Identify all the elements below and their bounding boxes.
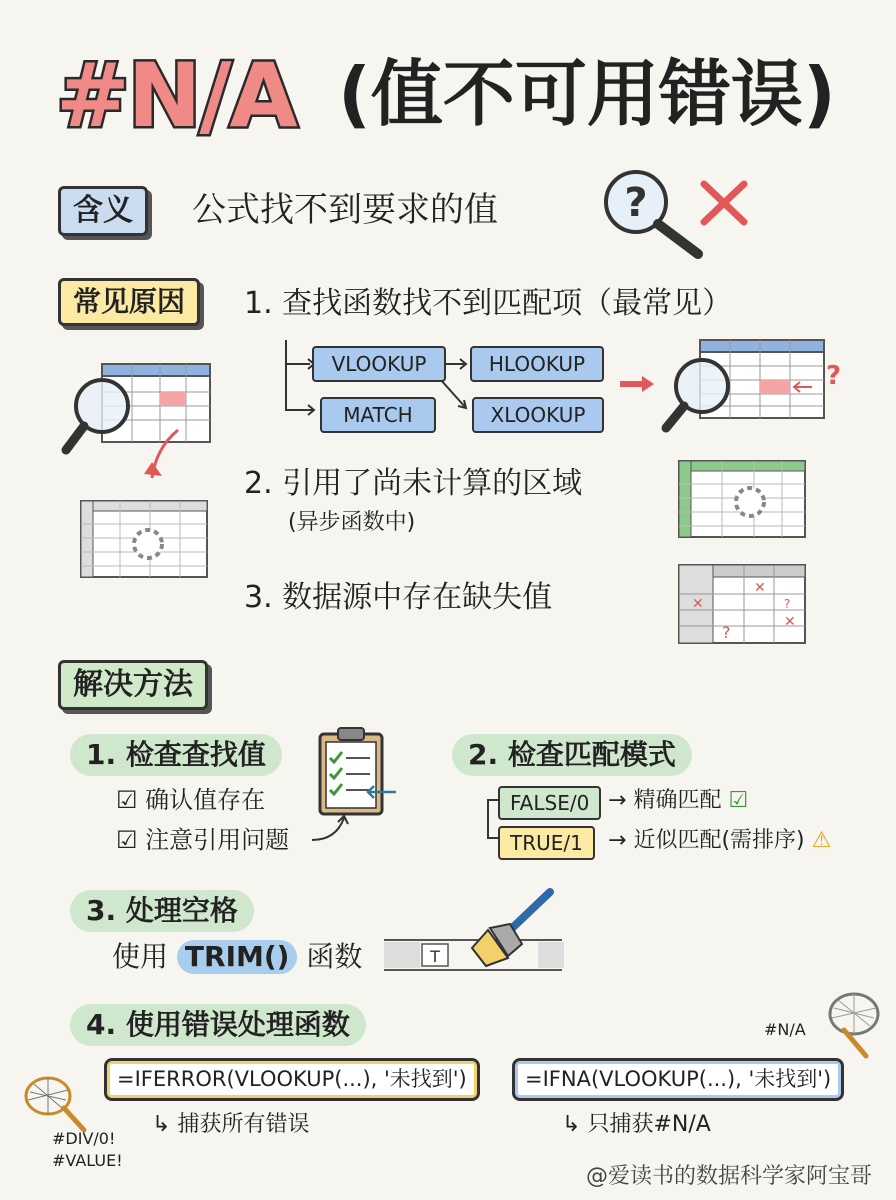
ifna-desc-label: 只捕获#N/A	[587, 1112, 711, 1137]
solution-1-title: 1. 检查查找值	[70, 734, 282, 776]
loading-sheet-left-illustration	[80, 500, 210, 580]
return-arrow-icon: ↳	[562, 1112, 581, 1137]
iferror-desc	[152, 1112, 309, 1138]
warning-icon: ⚠	[811, 828, 832, 853]
missing-values-sheet-illustration	[678, 564, 808, 646]
trim-use-label: 使用	[112, 940, 169, 973]
net-right-icon	[808, 990, 888, 1072]
cause-item-2: 2. 引用了尚未计算的区域	[244, 466, 583, 501]
svg-text:?: ?	[784, 597, 791, 611]
checkbox-checked-icon: ☑	[116, 786, 138, 814]
red-curved-arrow-icon	[140, 418, 186, 482]
false-mode-desc	[608, 788, 748, 814]
ifna-code: =IFNA(VLOOKUP(...), '未找到')	[512, 1058, 844, 1101]
lookup-sheet-illustration	[660, 338, 840, 438]
false-mode-desc-label: 精确匹配	[633, 788, 722, 813]
svg-text:✕: ✕	[754, 580, 766, 596]
green-check-icon: ☑	[728, 788, 749, 813]
checkbox-checked-icon: ☑	[116, 826, 138, 854]
net-left-label-1: #DIV/0!	[52, 1129, 116, 1148]
solution-4-title: 4. 使用错误处理函数	[70, 1004, 366, 1046]
s1-check-2-label: 注意引用问题	[145, 826, 290, 854]
solutions-tag: 解决方法	[58, 660, 208, 710]
broom-icon	[468, 886, 558, 970]
cause-item-3: 3. 数据源中存在缺失值	[244, 580, 553, 615]
fn-xlookup: XLOOKUP	[472, 397, 604, 433]
net-left-labels	[52, 1128, 123, 1173]
svg-text:?: ?	[624, 180, 648, 226]
svg-text:✕: ✕	[692, 596, 704, 612]
solution-2-title: 2. 检查匹配模式	[452, 734, 692, 776]
arrow-right-icon: →	[608, 788, 627, 813]
solution-3-title: 3. 处理空格	[70, 890, 254, 932]
svg-text:?: ?	[722, 623, 731, 642]
s1-check-2	[116, 826, 289, 855]
fn-hlookup: HLOOKUP	[470, 346, 604, 382]
title-code: #N/A	[56, 44, 296, 147]
meaning-tag: 含义	[58, 186, 148, 236]
magnifier-question-icon	[600, 166, 710, 266]
net-left-label-2: #VALUE!	[52, 1151, 123, 1171]
iferror-code: =IFERROR(VLOOKUP(...), '未找到')	[104, 1058, 480, 1101]
true-mode-desc-label: 近似匹配(需排序)	[633, 828, 805, 853]
s1-check-1-label: 确认值存在	[145, 786, 266, 814]
true-mode-box: TRUE/1	[498, 826, 595, 860]
loading-sheet-right-illustration	[678, 460, 808, 540]
true-mode-desc	[608, 828, 831, 854]
causes-tag: 常见原因	[58, 278, 200, 326]
trim-cell-char: T	[430, 947, 440, 966]
iferror-desc-label: 捕获所有错误	[177, 1112, 310, 1137]
return-arrow-icon: ↳	[152, 1112, 171, 1137]
fn-match: MATCH	[320, 397, 436, 433]
s1-check-1	[116, 786, 265, 815]
false-mode-box: FALSE/0	[498, 786, 601, 820]
arrow-right-icon: →	[608, 828, 627, 853]
svg-text:?: ?	[826, 361, 842, 391]
footer-credit: @爱读书的数据科学家阿宝哥	[586, 1164, 873, 1189]
cause-item-2-note: (异步函数中)	[288, 510, 416, 535]
title-paren: (值不可用错误)	[338, 52, 836, 136]
ifna-desc	[562, 1112, 711, 1138]
cause-item-1: 1. 查找函数找不到匹配项（最常见）	[244, 286, 733, 321]
fn-vlookup: VLOOKUP	[312, 346, 446, 382]
red-x-icon	[700, 180, 750, 226]
clipboard-checklist-icon	[316, 726, 402, 818]
meaning-text: 公式找不到要求的值	[192, 190, 498, 230]
trim-line	[112, 940, 362, 974]
net-right-label: #N/A	[764, 1020, 806, 1039]
trim-function: TRIM()	[177, 940, 298, 974]
trim-suffix-label: 函数	[306, 940, 363, 973]
svg-text:✕: ✕	[784, 614, 796, 630]
red-arrow-icon	[618, 374, 658, 394]
